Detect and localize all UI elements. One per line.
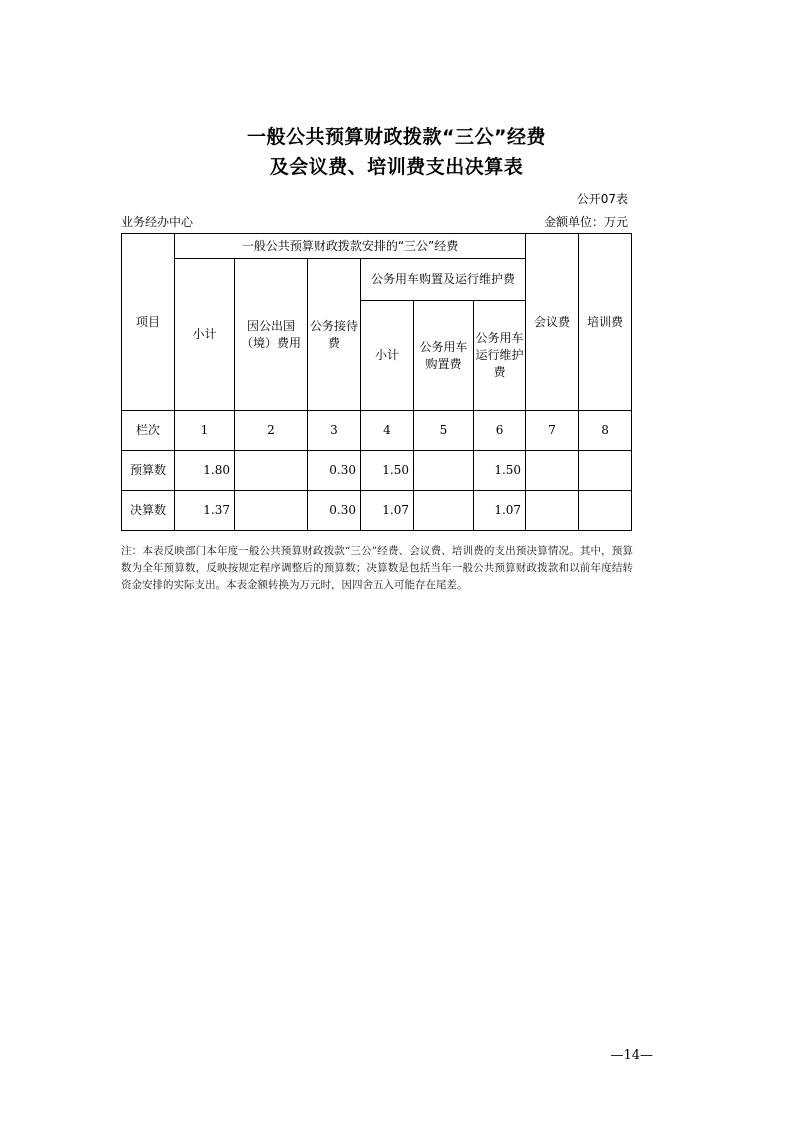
table-cell: 6 [474, 411, 526, 451]
header-meeting-fee: 会议费 [526, 234, 579, 411]
header-subtotal: 小计 [175, 259, 235, 411]
header-three-public-group: 一般公共预算财政拨款安排的“三公”经费 [175, 234, 526, 259]
page-number: —14— [610, 1048, 653, 1063]
table-cell: 4 [361, 411, 414, 451]
table-footnote: 注：本表反映部门本年度一般公共预算财政拨款“三公”经费、会议费、培训费的支出预决算情况。其中，预算数为全年预算数，反映按规定程序调整后的预算数；决算数是包括当年一般公共预算财政拨款和以前年度结转资金安排的实际支出。本表金额转换为万元时，因四舍五入可能存在尾差。 [121, 545, 633, 591]
table-row [122, 451, 632, 491]
table-cell: 1.50 [474, 451, 526, 491]
table-cell: 0.30 [308, 491, 361, 531]
table-cell: 5 [414, 411, 474, 451]
table-cell [579, 491, 632, 531]
table-cell [526, 451, 579, 491]
table-cell [414, 491, 474, 531]
table-cell: 1.07 [361, 491, 414, 531]
table-cell: 1.80 [175, 451, 235, 491]
amount-unit: 金额单位：万元 [543, 215, 628, 229]
table-cell: 8 [579, 411, 632, 451]
form-code: 公开07表 [576, 192, 628, 206]
table-cell: 1 [175, 411, 235, 451]
header-vehicle-group: 公务用车购置及运行维护费 [361, 259, 526, 301]
table-cell: 1.37 [175, 491, 235, 531]
unit-name: 业务经办中心 [121, 215, 194, 229]
table-cell [526, 491, 579, 531]
row-label: 决算数 [122, 491, 175, 531]
table-cell [414, 451, 474, 491]
table-title-line2: 及会议费、培训费支出决算表 [269, 156, 524, 178]
table-cell [235, 451, 308, 491]
table-cell: 1.07 [474, 491, 526, 531]
table-cell: 1.50 [361, 451, 414, 491]
row-label: 栏次 [122, 411, 175, 451]
table-cell: 0.30 [308, 451, 361, 491]
table-row [122, 491, 632, 531]
header-vehicle-operation: 公务用车运行维护费 [474, 301, 526, 411]
table-title-line1: 一般公共预算财政拨款“三公”经费 [247, 126, 546, 148]
header-item: 项目 [122, 234, 175, 411]
table-cell: 2 [235, 411, 308, 451]
header-abroad-expense: 因公出国（境）费用 [235, 259, 308, 411]
header-reception-expense: 公务接待费 [308, 259, 361, 411]
expense-table [121, 233, 632, 531]
table-cell [235, 491, 308, 531]
header-vehicle-subtotal: 小计 [361, 301, 414, 411]
table-cell: 3 [308, 411, 361, 451]
table-cell: 7 [526, 411, 579, 451]
row-label: 预算数 [122, 451, 175, 491]
table-row [122, 411, 632, 451]
table-cell [579, 451, 632, 491]
header-vehicle-purchase: 公务用车购置费 [414, 301, 474, 411]
header-training-fee: 培训费 [579, 234, 632, 411]
